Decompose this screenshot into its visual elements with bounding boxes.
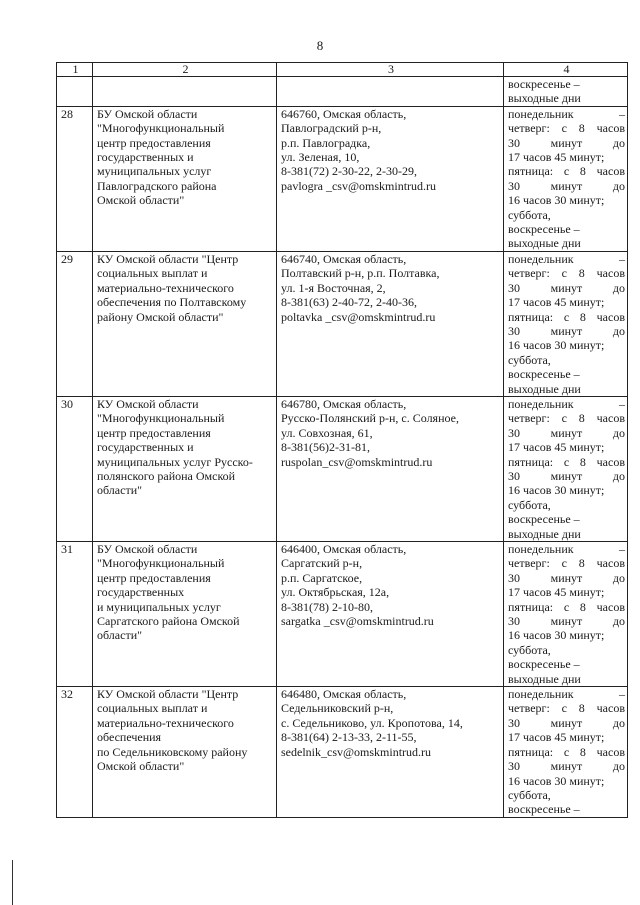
table-row bbox=[57, 251, 628, 396]
organization-line: Павлоградского района bbox=[97, 178, 217, 193]
organization-line: социальных выплат и bbox=[97, 266, 208, 281]
service-centers-table bbox=[56, 62, 628, 818]
continuation-schedule-cell bbox=[504, 77, 628, 107]
header-col-1: 1 bbox=[57, 63, 93, 77]
organization-line: БУ Омской области bbox=[97, 542, 198, 556]
table-row bbox=[57, 396, 628, 541]
address-cell bbox=[277, 687, 504, 818]
schedule-line: 30 минут до bbox=[508, 135, 625, 150]
schedule-line: суббота, bbox=[508, 787, 551, 802]
address-cell bbox=[277, 542, 504, 687]
schedule-line: 30 минут до bbox=[508, 759, 625, 774]
schedule-line: понедельник – bbox=[508, 396, 625, 411]
address-line: 8-381(56)2-31-81, bbox=[281, 440, 370, 455]
schedule-line: выходные дни bbox=[508, 526, 581, 541]
schedule-line: выходные дни bbox=[508, 236, 581, 251]
organization-cell bbox=[93, 396, 277, 541]
organization-line: области" bbox=[97, 628, 143, 643]
schedule-line: 30 минут до bbox=[508, 570, 625, 585]
continuation-num-cell bbox=[57, 77, 93, 107]
schedule-line: пятница: с 8 часов bbox=[508, 599, 625, 614]
row-number: 28 bbox=[61, 106, 73, 121]
address-line: 646740, Омская область, bbox=[281, 251, 407, 266]
address-line: Павлоградский р-н, bbox=[281, 121, 382, 136]
organization-line: муниципальных услуг Русско- bbox=[97, 454, 253, 469]
row-number: 31 bbox=[61, 542, 73, 556]
schedule-line: выходные дни bbox=[508, 671, 581, 686]
address-line: 8-381(63) 2-40-72, 2-40-36, bbox=[281, 295, 417, 310]
organization-line: материально-технического bbox=[97, 280, 234, 295]
address-line: ул. Совхозная, 61, bbox=[281, 425, 373, 440]
schedule-line: суббота, bbox=[508, 642, 551, 657]
organization-line: БУ Омской области bbox=[97, 106, 198, 121]
schedule-line: 16 часов 30 минут; bbox=[508, 338, 605, 353]
schedule-cell bbox=[504, 687, 628, 818]
schedule-line: пятница: с 8 часов bbox=[508, 744, 625, 759]
organization-line: центр предоставления bbox=[97, 570, 211, 585]
schedule-line: 30 минут до bbox=[508, 425, 625, 440]
address-line: pavlogra _csv@omskmintrud.ru bbox=[281, 178, 437, 193]
address-line: 646480, Омская область, bbox=[281, 687, 407, 702]
row-number: 30 bbox=[61, 396, 73, 411]
address-line: sedelnik_csv@omskmintrud.ru bbox=[281, 744, 432, 759]
address-line: 646780, Омская область, bbox=[281, 396, 407, 411]
schedule-line: пятница: с 8 часов bbox=[508, 164, 625, 179]
schedule-line: 16 часов 30 минут; bbox=[508, 483, 605, 498]
organization-line: Омской области" bbox=[97, 193, 185, 208]
schedule-line: воскресенье – bbox=[508, 222, 580, 237]
scan-margin-line bbox=[12, 860, 13, 905]
organization-line: и муниципальных услуг bbox=[97, 599, 221, 614]
row-number-cell bbox=[57, 542, 93, 687]
schedule-line: 30 минут до bbox=[508, 468, 625, 483]
organization-line: социальных выплат и bbox=[97, 701, 208, 716]
schedule-line: четверг: с 8 часов bbox=[508, 266, 625, 281]
organization-line: полянского района Омской bbox=[97, 468, 236, 483]
organization-line: "Многофункциональный bbox=[97, 411, 225, 426]
schedule-cell bbox=[504, 542, 628, 687]
table-row bbox=[57, 687, 628, 818]
address-line: с. Седельниково, ул. Кропотова, 14, bbox=[281, 715, 463, 730]
address-cell bbox=[277, 396, 504, 541]
schedule-line: 17 часов 45 минут; bbox=[508, 440, 605, 455]
table-row bbox=[57, 542, 628, 687]
page-number: 8 bbox=[316, 38, 324, 53]
address-cell bbox=[277, 251, 504, 396]
row-number: 29 bbox=[61, 251, 73, 266]
schedule-line: выходные дни bbox=[508, 91, 581, 106]
schedule-line: воскресенье – bbox=[508, 657, 580, 672]
schedule-line: четверг: с 8 часов bbox=[508, 121, 625, 136]
continuation-org-cell bbox=[93, 77, 277, 107]
schedule-line: воскресенье – bbox=[508, 367, 580, 382]
schedule-line: 30 минут до bbox=[508, 178, 625, 193]
address-line: 8-381(78) 2-10-80, bbox=[281, 599, 373, 614]
address-line: ул. 1-я Восточная, 2, bbox=[281, 280, 386, 295]
organization-cell bbox=[93, 251, 277, 396]
header-col-4: 4 bbox=[504, 63, 628, 77]
schedule-line: воскресенье – bbox=[508, 802, 580, 817]
schedule-line: четверг: с 8 часов bbox=[508, 701, 625, 716]
organization-line: центр предоставления bbox=[97, 135, 211, 150]
organization-cell bbox=[93, 687, 277, 818]
address-line: poltavka _csv@omskmintrud.ru bbox=[281, 309, 436, 324]
address-line: 8-381(72) 2-30-22, 2-30-29, bbox=[281, 164, 417, 179]
schedule-line: пятница: с 8 часов bbox=[508, 309, 625, 324]
organization-line: муниципальных услуг bbox=[97, 164, 212, 179]
table-row bbox=[57, 106, 628, 251]
address-line: Полтавский р-н, р.п. Полтавка, bbox=[281, 266, 440, 281]
schedule-line: 16 часов 30 минут; bbox=[508, 773, 605, 788]
row-number: 32 bbox=[61, 687, 73, 702]
schedule-line: 17 часов 45 минут; bbox=[508, 730, 605, 745]
row-number-cell bbox=[57, 106, 93, 251]
schedule-line: понедельник – bbox=[508, 687, 625, 702]
organization-line: области" bbox=[97, 483, 143, 498]
organization-line: Саргатского района Омской bbox=[97, 614, 240, 629]
row-number-cell bbox=[57, 251, 93, 396]
organization-line: "Многофункциональный bbox=[97, 556, 225, 571]
address-line: Седельниковский р-н, bbox=[281, 701, 394, 716]
schedule-line: понедельник – bbox=[508, 106, 625, 121]
address-line: р.п. Саргатское, bbox=[281, 570, 363, 585]
schedule-line: 30 минут до bbox=[508, 614, 625, 629]
continuation-row bbox=[57, 77, 628, 107]
address-line: Саргатский р-н, bbox=[281, 556, 363, 571]
address-line: ruspolan_csv@omskmintrud.ru bbox=[281, 454, 433, 469]
organization-line: КУ Омской области bbox=[97, 396, 199, 411]
organization-cell bbox=[93, 106, 277, 251]
table-header-row bbox=[57, 63, 628, 77]
address-line: Русско-Полянский р-н, с. Соляное, bbox=[281, 411, 459, 426]
organization-line: государственных и bbox=[97, 150, 194, 165]
schedule-line: суббота, bbox=[508, 207, 551, 222]
schedule-cell bbox=[504, 396, 628, 541]
schedule-line: 17 часов 45 минут; bbox=[508, 295, 605, 310]
address-line: ул. Зеленая, 10, bbox=[281, 150, 360, 165]
organization-line: материально-технического bbox=[97, 715, 234, 730]
header-col-2: 2 bbox=[93, 63, 277, 77]
organization-line: обеспечения bbox=[97, 730, 162, 745]
address-cell bbox=[277, 106, 504, 251]
schedule-line: суббота, bbox=[508, 352, 551, 367]
schedule-line: воскресенье – bbox=[508, 77, 580, 91]
organization-cell bbox=[93, 542, 277, 687]
organization-line: району Омской области" bbox=[97, 309, 224, 324]
schedule-line: 17 часов 45 минут; bbox=[508, 150, 605, 165]
organization-line: центр предоставления bbox=[97, 425, 211, 440]
schedule-line: 30 минут до bbox=[508, 715, 625, 730]
header-col-3: 3 bbox=[277, 63, 504, 77]
organization-line: "Многофункциональный bbox=[97, 121, 225, 136]
schedule-line: четверг: с 8 часов bbox=[508, 411, 625, 426]
row-number-cell bbox=[57, 396, 93, 541]
schedule-line: пятница: с 8 часов bbox=[508, 454, 625, 469]
schedule-line: 17 часов 45 минут; bbox=[508, 585, 605, 600]
schedule-line: 16 часов 30 минут; bbox=[508, 628, 605, 643]
schedule-line: 30 минут до bbox=[508, 280, 625, 295]
continuation-address-cell bbox=[277, 77, 504, 107]
row-number-cell bbox=[57, 687, 93, 818]
schedule-line: воскресенье – bbox=[508, 512, 580, 527]
organization-line: по Седельниковскому району bbox=[97, 744, 248, 759]
schedule-line: понедельник – bbox=[508, 542, 625, 556]
organization-line: государственных и bbox=[97, 440, 194, 455]
organization-line: обеспечения по Полтавскому bbox=[97, 295, 247, 310]
address-line: р.п. Павлоградка, bbox=[281, 135, 371, 150]
address-line: 646760, Омская область, bbox=[281, 106, 407, 121]
schedule-line: четверг: с 8 часов bbox=[508, 556, 625, 571]
organization-line: государственных bbox=[97, 585, 185, 600]
schedule-cell bbox=[504, 106, 628, 251]
address-line: sargatka _csv@omskmintrud.ru bbox=[281, 614, 434, 629]
address-line: 8-381(64) 2-13-33, 2-11-55, bbox=[281, 730, 417, 745]
schedule-line: выходные дни bbox=[508, 381, 581, 396]
schedule-line: 30 минут до bbox=[508, 323, 625, 338]
organization-line: КУ Омской области "Центр bbox=[97, 687, 239, 702]
address-line: 646400, Омская область, bbox=[281, 542, 407, 556]
organization-line: КУ Омской области "Центр bbox=[97, 251, 239, 266]
schedule-line: суббота, bbox=[508, 497, 551, 512]
address-line: ул. Октябрьская, 12а, bbox=[281, 585, 390, 600]
schedule-cell bbox=[504, 251, 628, 396]
schedule-line: 16 часов 30 минут; bbox=[508, 193, 605, 208]
schedule-line: понедельник – bbox=[508, 251, 625, 266]
organization-line: Омской области" bbox=[97, 759, 185, 774]
